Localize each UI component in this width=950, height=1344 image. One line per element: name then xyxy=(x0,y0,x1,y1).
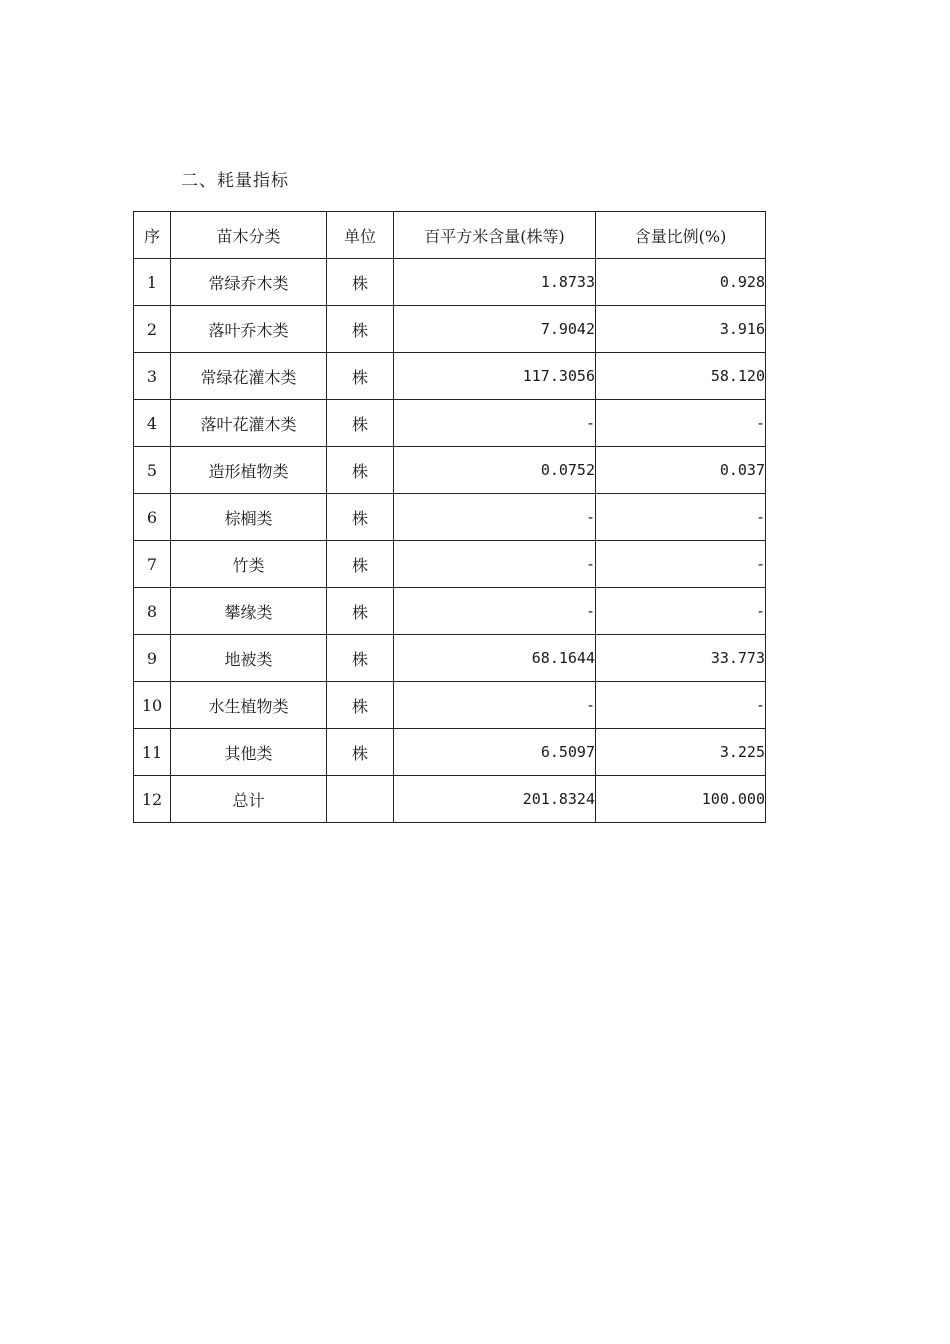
cell-name: 其他类 xyxy=(171,729,327,776)
cell-per-hundred-sqm: 117.3056 xyxy=(394,353,596,400)
cell-unit: 株 xyxy=(327,588,394,635)
cell-unit: 株 xyxy=(327,306,394,353)
cell-unit xyxy=(327,776,394,823)
cell-name: 棕榈类 xyxy=(171,494,327,541)
cell-ratio: 58.120 xyxy=(596,353,766,400)
cell-no: 10 xyxy=(134,682,171,729)
cell-ratio: - xyxy=(596,682,766,729)
cell-name: 常绿乔木类 xyxy=(171,259,327,306)
cell-unit: 株 xyxy=(327,447,394,494)
table-row xyxy=(134,447,766,494)
cell-per-hundred-sqm: - xyxy=(394,494,596,541)
table-row xyxy=(134,353,766,400)
cell-name: 竹类 xyxy=(171,541,327,588)
table-row xyxy=(134,588,766,635)
table-row-total xyxy=(134,776,766,823)
cell-name: 水生植物类 xyxy=(171,682,327,729)
table-row xyxy=(134,400,766,447)
cell-ratio: 3.916 xyxy=(596,306,766,353)
cell-unit: 株 xyxy=(327,635,394,682)
cell-unit: 株 xyxy=(327,541,394,588)
cell-name: 落叶花灌木类 xyxy=(171,400,327,447)
cell-no: 6 xyxy=(134,494,171,541)
cell-per-hundred-sqm: - xyxy=(394,541,596,588)
cell-unit: 株 xyxy=(327,353,394,400)
section-title: 二、耗量指标 xyxy=(181,171,289,191)
cell-no: 1 xyxy=(134,259,171,306)
cell-per-hundred-sqm: 6.5097 xyxy=(394,729,596,776)
cell-per-hundred-sqm: 201.8324 xyxy=(394,776,596,823)
cell-per-hundred-sqm: 68.1644 xyxy=(394,635,596,682)
header-ratio: 含量比例(%) xyxy=(596,212,766,259)
cell-no: 12 xyxy=(134,776,171,823)
cell-per-hundred-sqm: - xyxy=(394,682,596,729)
cell-unit: 株 xyxy=(327,259,394,306)
cell-no: 3 xyxy=(134,353,171,400)
cell-no: 11 xyxy=(134,729,171,776)
cell-no: 2 xyxy=(134,306,171,353)
cell-ratio: - xyxy=(596,494,766,541)
cell-ratio: - xyxy=(596,400,766,447)
cell-ratio: 100.000 xyxy=(596,776,766,823)
header-no: 序 xyxy=(134,212,171,259)
cell-unit: 株 xyxy=(327,729,394,776)
header-name: 苗木分类 xyxy=(171,212,327,259)
table-row xyxy=(134,494,766,541)
table-row xyxy=(134,259,766,306)
cell-no: 4 xyxy=(134,400,171,447)
cell-ratio: - xyxy=(596,588,766,635)
cell-ratio: 0.928 xyxy=(596,259,766,306)
cell-per-hundred-sqm: 7.9042 xyxy=(394,306,596,353)
cell-ratio: 33.773 xyxy=(596,635,766,682)
cell-name: 地被类 xyxy=(171,635,327,682)
cell-name: 常绿花灌木类 xyxy=(171,353,327,400)
header-unit: 单位 xyxy=(327,212,394,259)
cell-unit: 株 xyxy=(327,400,394,447)
cell-name: 造形植物类 xyxy=(171,447,327,494)
header-per-hundred-sqm: 百平方米含量(株等) xyxy=(394,212,596,259)
table-row xyxy=(134,541,766,588)
cell-ratio: - xyxy=(596,541,766,588)
table-row xyxy=(134,306,766,353)
cell-name: 落叶乔木类 xyxy=(171,306,327,353)
cell-per-hundred-sqm: 1.8733 xyxy=(394,259,596,306)
table-row xyxy=(134,729,766,776)
cell-per-hundred-sqm: 0.0752 xyxy=(394,447,596,494)
table-row xyxy=(134,635,766,682)
table-row xyxy=(134,682,766,729)
cell-per-hundred-sqm: - xyxy=(394,400,596,447)
cell-ratio: 0.037 xyxy=(596,447,766,494)
cell-name: 攀缘类 xyxy=(171,588,327,635)
cell-no: 9 xyxy=(134,635,171,682)
cell-no: 5 xyxy=(134,447,171,494)
consumption-index-table xyxy=(133,211,766,823)
cell-unit: 株 xyxy=(327,682,394,729)
cell-name: 总计 xyxy=(171,776,327,823)
table-header-row xyxy=(134,212,766,259)
cell-unit: 株 xyxy=(327,494,394,541)
cell-ratio: 3.225 xyxy=(596,729,766,776)
cell-no: 7 xyxy=(134,541,171,588)
cell-no: 8 xyxy=(134,588,171,635)
cell-per-hundred-sqm: - xyxy=(394,588,596,635)
